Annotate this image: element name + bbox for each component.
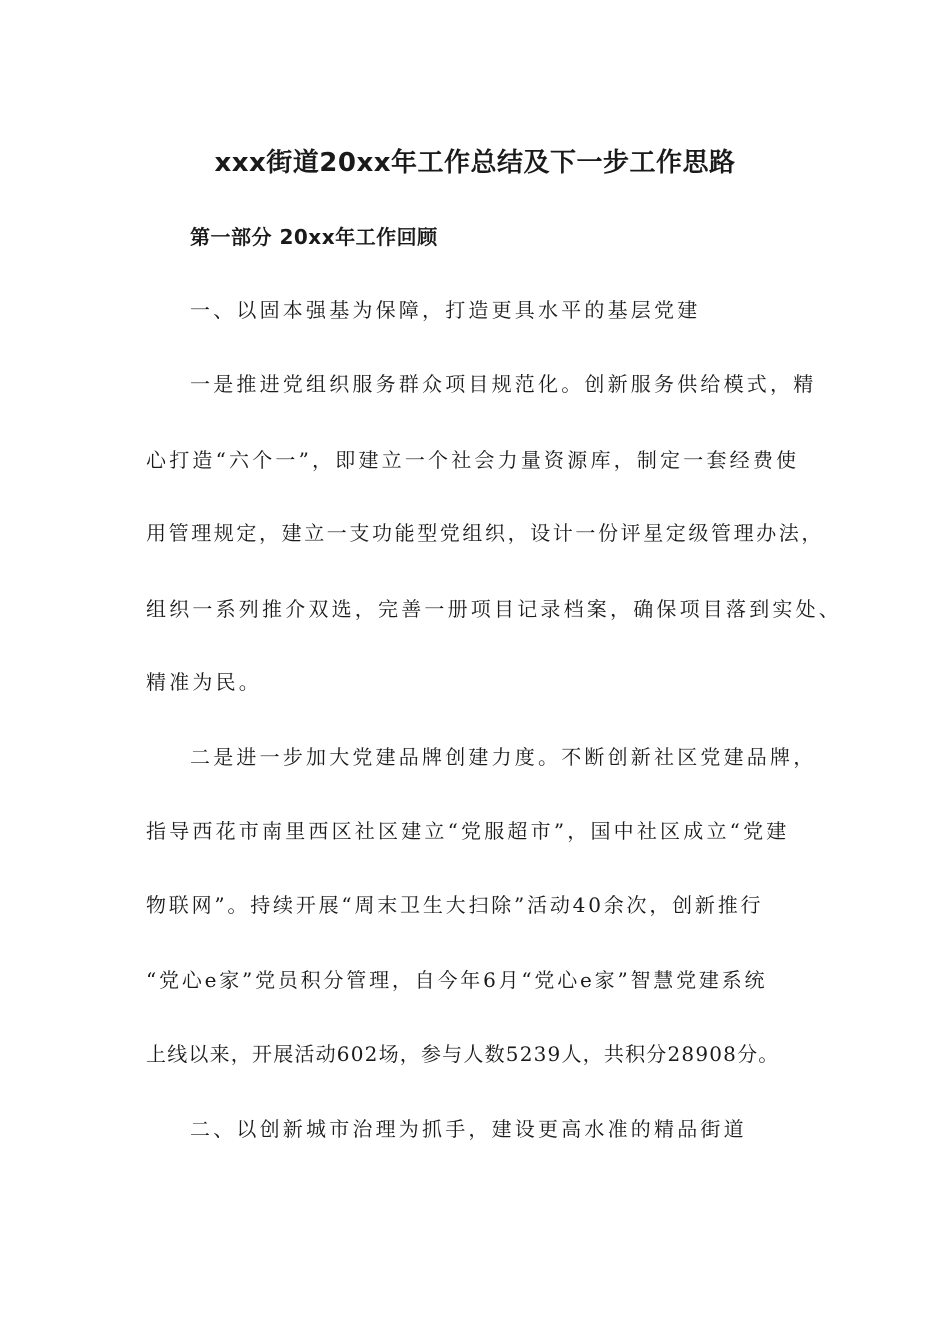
para1-line-3: 用管理规定，建立一支功能型党组织，设计一份评星定级管理办法， [146,521,824,545]
para2-line-4: “党心e家”党员积分管理，自今年6月“党心e家”智慧党建系统 [146,968,768,992]
para2-line-3: 物联网”。持续开展“周末卫生大扫除”活动40余次，创新推行 [146,893,764,917]
part1-heading: 第一部分 20xx年工作回顾 [190,225,438,249]
para1-line-2: 心打造“六个一”，即建立一个社会力量资源库，制定一套经费使 [146,448,800,472]
para1-line-4: 组织一系列推介双选，完善一册项目记录档案，确保项目落到实处、 [146,597,842,621]
para2-line-5: 上线以来，开展活动602场，参与人数5239人，共积分28908分。 [146,1042,780,1066]
para1-line-5: 精准为民。 [146,670,262,694]
para1-line-1: 一是推进党组织服务群众项目规范化。创新服务供给模式，精 [190,372,817,396]
para2-line-2: 指导西花市南里西区社区建立“党服超市”，国中社区成立“党建 [146,819,790,843]
section2-heading: 二、以创新城市治理为抓手，建设更高水准的精品街道 [190,1117,747,1141]
para2-line-1: 二是进一步加大党建品牌创建力度。不断创新社区党建品牌， [190,745,817,769]
document-title: xxx街道20xx年工作总结及下一步工作思路 [214,148,736,178]
section1-heading: 一、以固本强基为保障，打造更具水平的基层党建 [190,298,701,322]
